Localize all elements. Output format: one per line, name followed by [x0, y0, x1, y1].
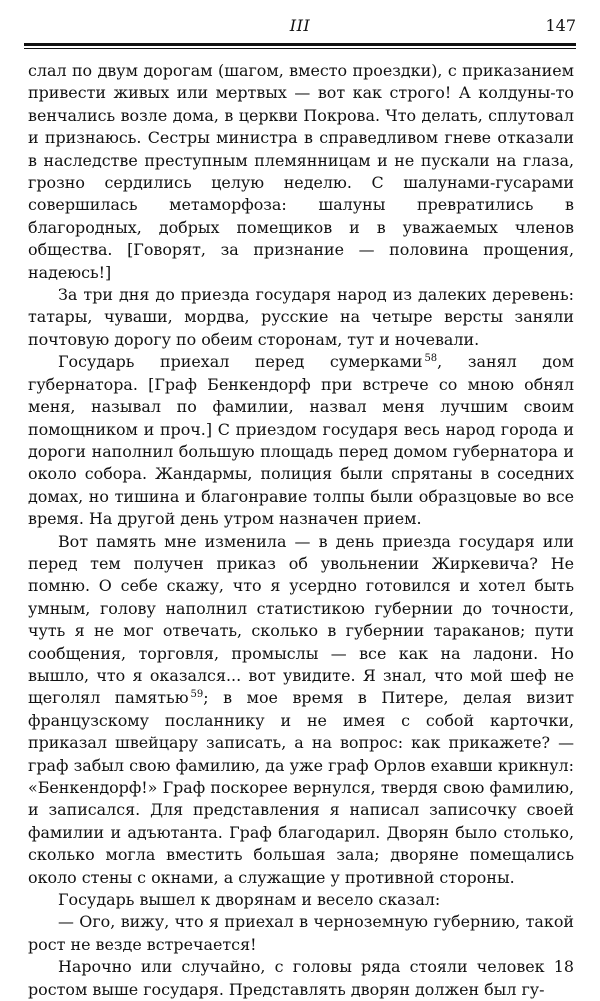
header-rule-thin: [24, 48, 576, 49]
paragraph-text: слал по двум дорогам (шагом, вместо проездки), с приказанием привести живых или мертвых — вот как строго! А колдуны-то венчались возле дома, в церкви Покрова. Что делать, сплутовал и признаюсь. Сестры министра в справедливом гневе отказали в наследстве преступным племянницам и не пускали на глаза, грозно сердились целую неделю. С шалунами-гусарами совершилась метаморфоза: шалуны превратились в благородных, добрых помещиков и в уважаемых членов общества. [Говорят, за признание — половина прощения, надеюсь!]: [28, 61, 574, 282]
footnote-ref-59[interactable]: 59: [190, 689, 204, 701]
paragraph: [28, 889, 574, 911]
header-rule-thick: [24, 43, 576, 46]
paragraph: [28, 911, 574, 956]
page-number: 147: [545, 16, 576, 35]
paragraph: [28, 956, 574, 1001]
chapter-mark: III: [289, 16, 311, 35]
paragraph-text: Государь вышел к дворянам и весело сказал:: [58, 890, 441, 910]
text-body: [28, 60, 574, 1001]
paragraph-text: , занял дом губернатора. [Граф Бенкендорф при встрече со мною обнял меня, называл по фамилии, назвал меня лучшим своим помощником и проч.] С приездом государя весь народ города и дороги наполнил большую площадь перед домом губернатора и около собора. Жандармы, полиция были спрятаны в соседних домах, но тишина и благонравие толпы были образцовые во все время. На другой день утром назначен прием.: [28, 352, 575, 529]
paragraph: [28, 531, 574, 890]
paragraph-text: За три дня до приезда государя народ из далеких деревень: татары, чуваши, мордва, русские на четыре версты заняли почтовую дорогу по обеим сторонам, тут и ночевали.: [28, 285, 574, 349]
paragraph-text: Нарочно или случайно, с головы ряда стояли человек 18 ростом выше государя. Представлять дворян должен был гу-: [28, 957, 574, 999]
running-head: [24, 12, 576, 40]
paragraph: [28, 351, 574, 530]
paragraph: [28, 284, 574, 351]
paragraph-text: Вот память мне изменила — в день приезда государя или перед тем получен приказ об увольнении Жиркевича? Не помню. О себе скажу, что я усердно готовился и хотел быть умным, голову наполнил статистикою губернии до точности, чуть я не мог отвечать, сколько в губернии тараканов; пути сообщения, торговля, промыслы — все как на ладони. Но вышло, что я оказался... вот увидите. Я знал, что мой шеф не щеголял памятью: [28, 531, 574, 708]
paragraph: [28, 60, 574, 284]
paragraph-text: — Ого, вижу, что я приехал в черноземную губернию, такой рост не везде встречается!: [28, 912, 574, 954]
paragraph-text: Государь приехал перед сумерками: [58, 352, 423, 372]
paragraph-text: ; в мое время в Питере, делая визит французскому посланнику и не имея с собой карточки, приказал швейцару записать, а на вопрос: как прикажете? — граф забыл свою фамилию, да уже граф Орлов exавши крикнул: «Бенкендорф!» Граф поскорее вернулся, твердя свою фамилию, и записался. Для представления я написал записочку своей фамилии и адъютанта. Граф благодарил. Дворян было столько, сколько могла вместить большая зала; дворяне помещались около стены с окнами, а служащие у противной стороны.: [28, 688, 575, 887]
footnote-ref-58[interactable]: 58: [424, 353, 438, 365]
